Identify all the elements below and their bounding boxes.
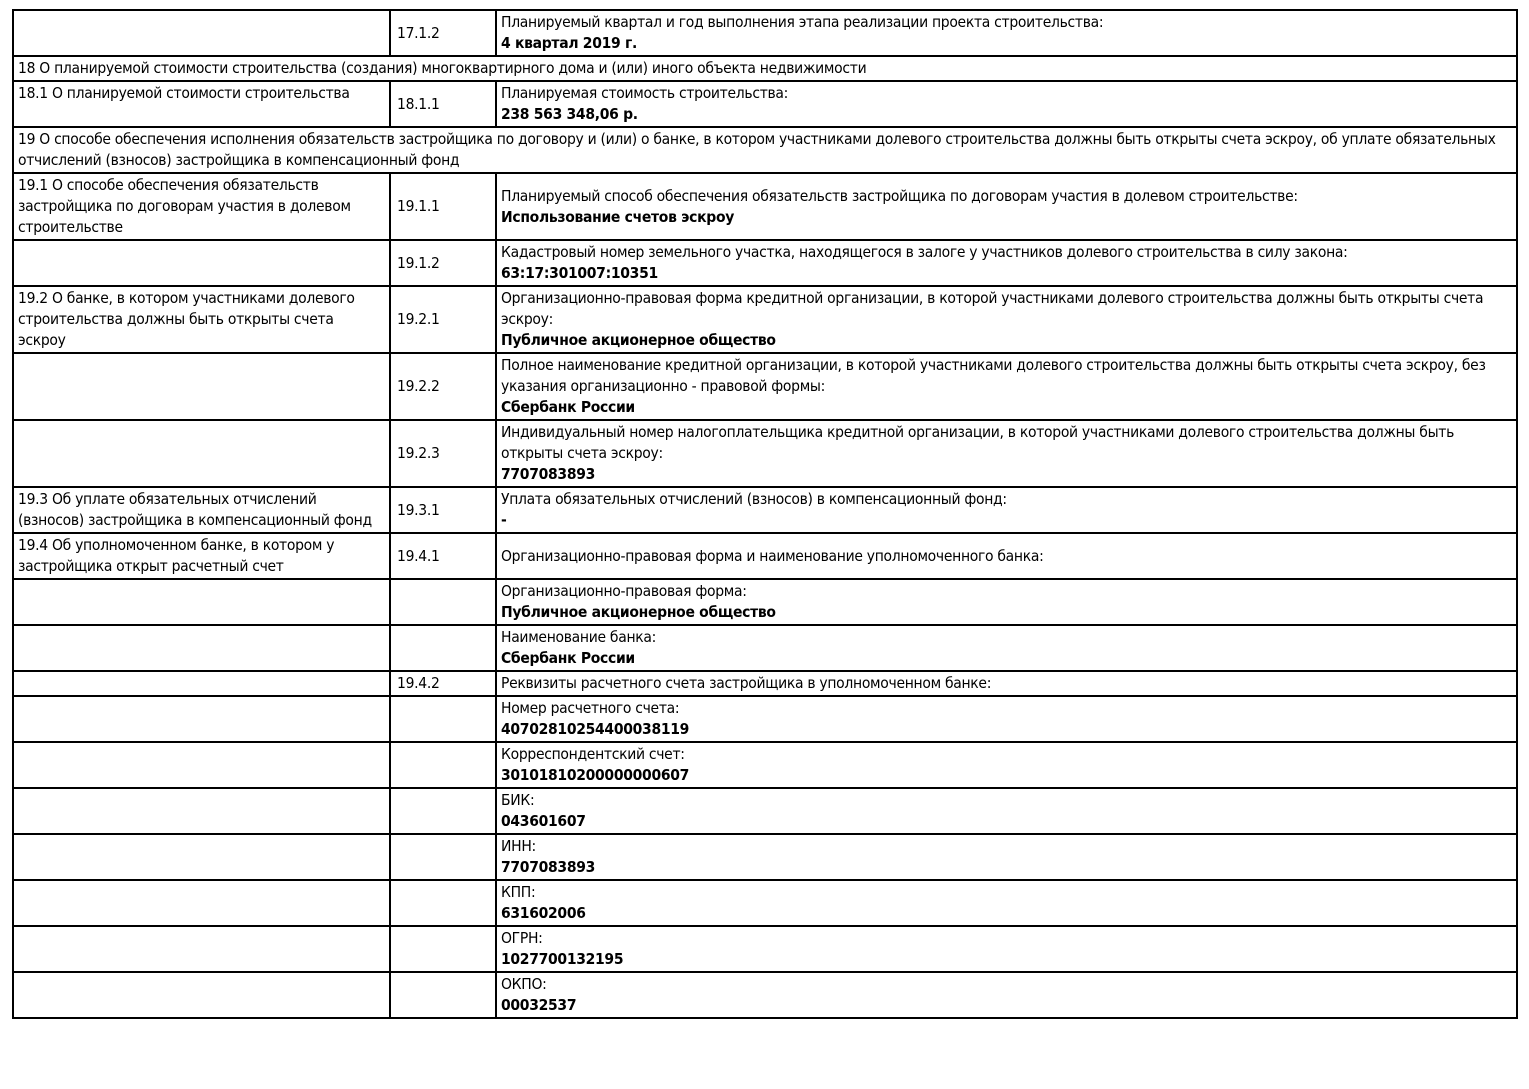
item-code-cell: 19.2.1 [390, 286, 496, 353]
content-label: Кадастровый номер земельного участка, находящегося в залоге у участников долевого строительства в силу закона: [501, 243, 1348, 261]
content-cell [496, 579, 1517, 625]
content-value: Публичное акционерное общество [501, 603, 776, 621]
section-header-cell: 19 О способе обеспечения исполнения обязательств застройщика по договору и (или) о банке, в котором участниками долевого строительства должны быть открыты счета эскроу, об уплате обязательных отчислений (взносов) застройщика в компенсационный фонд [13, 127, 1517, 173]
content-label: ОКПО: [501, 975, 547, 993]
item-code-cell: 19.4.2 [390, 671, 496, 696]
table-row [13, 579, 1517, 625]
table-row [13, 742, 1517, 788]
content-cell [496, 353, 1517, 420]
section-header-row [13, 56, 1517, 81]
section-label-cell: 19.2 О банке, в котором участниками долевого строительства должны быть открыты счета эскроу [13, 286, 390, 353]
content-value: Сбербанк России [501, 398, 635, 416]
content-value: 63:17:301007:10351 [501, 264, 658, 282]
content-label: Индивидуальный номер налогоплательщика кредитной организации, в которой участниками долевого строительства должны быть открыты счета эскроу: [501, 423, 1455, 462]
content-label: Организационно-правовая форма и наименование уполномоченного банка: [501, 546, 1044, 565]
table-row [13, 625, 1517, 671]
content-label: Полное наименование кредитной организации, в которой участниками долевого строительства должны быть открыты счета эскроу, без указания организационно - правовой формы: [501, 356, 1486, 395]
content-cell [496, 671, 1517, 696]
item-code-cell [390, 834, 496, 880]
item-code-cell: 19.2.2 [390, 353, 496, 420]
table-row [13, 696, 1517, 742]
content-value: Использование счетов эскроу [501, 207, 735, 226]
content-value: 1027700132195 [501, 950, 624, 968]
content-cell [496, 286, 1517, 353]
content-label: ОГРН: [501, 929, 543, 947]
content-label: Организационно-правовая форма кредитной организации, в которой участниками долевого строительства должны быть открыты счета эскроу: [501, 289, 1484, 328]
content-cell [496, 240, 1517, 286]
content-value: 238 563 348,06 р. [501, 105, 638, 123]
table-row [13, 10, 1517, 56]
content-label: Планируемый квартал и год выполнения этапа реализации проекта строительства: [501, 13, 1104, 31]
table-row [13, 487, 1517, 533]
content-value: 043601607 [501, 812, 586, 830]
item-code-cell [390, 788, 496, 834]
content-cell [496, 420, 1517, 487]
declaration-table-body [13, 10, 1517, 1018]
section-label-cell [13, 420, 390, 487]
content-cell [496, 173, 1517, 240]
content-label: КПП: [501, 883, 536, 901]
section-label-cell [13, 353, 390, 420]
content-value: 631602006 [501, 904, 586, 922]
section-label-cell: 19.4 Об уполномоченном банке, в котором у застройщика открыт расчетный счет [13, 533, 390, 579]
item-code-cell: 19.4.1 [390, 533, 496, 579]
content-label: Наименование банка: [501, 628, 657, 646]
content-label: Планируемый способ обеспечения обязательств застройщика по договорам участия в долевом строительстве: [501, 186, 1298, 205]
section-label-cell [13, 671, 390, 696]
content-cell [496, 696, 1517, 742]
item-code-cell [390, 972, 496, 1018]
content-cell [496, 972, 1517, 1018]
content-cell [496, 742, 1517, 788]
section-label-cell [13, 926, 390, 972]
item-code-cell [390, 880, 496, 926]
table-row [13, 834, 1517, 880]
section-label-cell [13, 696, 390, 742]
content-label: Планируемая стоимость строительства: [501, 84, 789, 102]
section-label-cell [13, 742, 390, 788]
item-code-cell: 19.3.1 [390, 487, 496, 533]
content-label: Реквизиты расчетного счета застройщика в уполномоченном банке: [501, 674, 992, 692]
table-row [13, 880, 1517, 926]
table-row [13, 972, 1517, 1018]
section-header-cell: 18 О планируемой стоимости строительства (создания) многоквартирного дома и (или) иного объекта недвижимости [13, 56, 1517, 81]
item-code-cell [390, 926, 496, 972]
content-label: Корреспондентский счет: [501, 745, 685, 763]
content-label: Уплата обязательных отчислений (взносов) в компенсационный фонд: [501, 490, 1007, 508]
item-code-cell [390, 579, 496, 625]
item-code-cell [390, 625, 496, 671]
section-label-cell [13, 579, 390, 625]
content-cell [496, 533, 1517, 579]
item-code-cell: 19.1.2 [390, 240, 496, 286]
content-label: Организационно-правовая форма: [501, 582, 747, 600]
content-value: 40702810254400038119 [501, 720, 690, 738]
section-label-cell [13, 240, 390, 286]
section-label-cell: 19.1 О способе обеспечения обязательств застройщика по договорам участия в долевом строительстве [13, 173, 390, 240]
content-value: 7707083893 [501, 465, 596, 483]
content-cell [496, 926, 1517, 972]
section-label-cell [13, 834, 390, 880]
content-value: 00032537 [501, 996, 577, 1014]
item-code-cell: 19.1.1 [390, 173, 496, 240]
content-value: 7707083893 [501, 858, 596, 876]
content-value: 4 квартал 2019 г. [501, 34, 637, 52]
table-row [13, 353, 1517, 420]
section-label-cell [13, 788, 390, 834]
item-code-cell: 19.2.3 [390, 420, 496, 487]
content-label: ИНН: [501, 837, 536, 855]
item-code-cell [390, 696, 496, 742]
item-code-cell [390, 742, 496, 788]
content-cell [496, 625, 1517, 671]
table-row [13, 81, 1517, 127]
content-cell [496, 834, 1517, 880]
item-code-cell: 17.1.2 [390, 10, 496, 56]
table-row [13, 926, 1517, 972]
declaration-table [12, 9, 1518, 1019]
content-value: Сбербанк России [501, 649, 635, 667]
table-row [13, 286, 1517, 353]
section-label-cell [13, 625, 390, 671]
section-label-cell [13, 10, 390, 56]
table-row [13, 533, 1517, 579]
table-row [13, 788, 1517, 834]
content-cell [496, 880, 1517, 926]
table-row [13, 173, 1517, 240]
item-code-cell: 18.1.1 [390, 81, 496, 127]
content-value: Публичное акционерное общество [501, 331, 776, 349]
content-cell [496, 788, 1517, 834]
content-value: 30101810200000000607 [501, 766, 690, 784]
content-cell [496, 81, 1517, 127]
section-label-cell [13, 880, 390, 926]
content-cell [496, 487, 1517, 533]
table-row [13, 240, 1517, 286]
section-header-row [13, 127, 1517, 173]
content-cell [496, 10, 1517, 56]
section-label-cell: 19.3 Об уплате обязательных отчислений (взносов) застройщика в компенсационный фонд [13, 487, 390, 533]
content-value: - [501, 511, 507, 529]
content-label: Номер расчетного счета: [501, 699, 680, 717]
table-row [13, 420, 1517, 487]
document-page [0, 9, 1529, 1019]
table-row [13, 671, 1517, 696]
section-label-cell: 18.1 О планируемой стоимости строительства [13, 81, 390, 127]
section-label-cell [13, 972, 390, 1018]
content-label: БИК: [501, 791, 535, 809]
